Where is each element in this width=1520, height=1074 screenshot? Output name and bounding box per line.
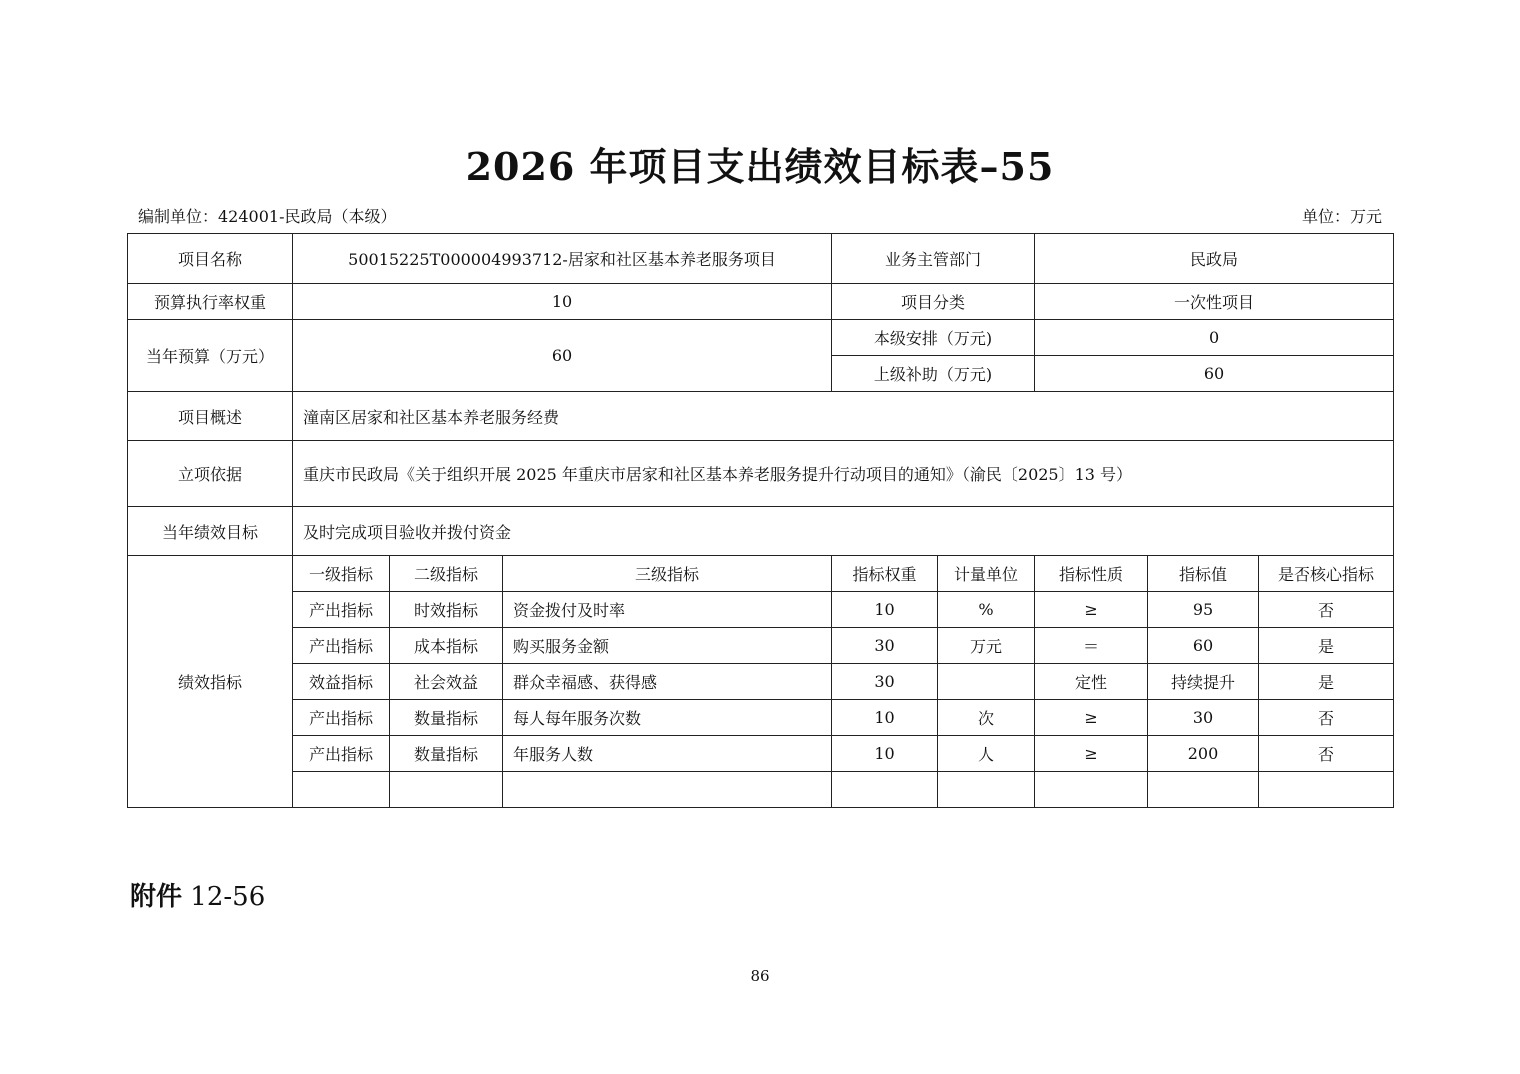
value-cell: 200 bbox=[1148, 736, 1259, 772]
compiler-unit: 编制单位：424001-民政局（本级） bbox=[138, 207, 397, 226]
header-unit: 计量单位 bbox=[938, 556, 1035, 592]
value-cell: 持续提升 bbox=[1148, 664, 1259, 700]
nature-cell: ≥ bbox=[1035, 592, 1148, 628]
weight-value: 10 bbox=[293, 284, 832, 320]
table-row bbox=[128, 592, 1394, 628]
value-cell: 30 bbox=[1148, 700, 1259, 736]
weight-cell: 10 bbox=[832, 736, 938, 772]
core-cell: 是 bbox=[1259, 628, 1394, 664]
overview-label: 项目概述 bbox=[128, 392, 293, 441]
header-level1: 一级指标 bbox=[293, 556, 390, 592]
header-level3: 三级指标 bbox=[503, 556, 832, 592]
level2-cell: 社会效益 bbox=[390, 664, 503, 700]
weight-cell: 30 bbox=[832, 628, 938, 664]
unit-cell bbox=[938, 664, 1035, 700]
table-row-empty bbox=[128, 772, 1394, 808]
category-value: 一次性项目 bbox=[1035, 284, 1394, 320]
level2-cell: 数量指标 bbox=[390, 700, 503, 736]
core-cell bbox=[1259, 772, 1394, 808]
nature-cell: 定性 bbox=[1035, 664, 1148, 700]
weight-cell: 10 bbox=[832, 700, 938, 736]
level2-cell: 成本指标 bbox=[390, 628, 503, 664]
overview-value: 潼南区居家和社区基本养老服务经费 bbox=[293, 392, 1394, 441]
nature-cell: ＝ bbox=[1035, 628, 1148, 664]
goal-value: 及时完成项目验收并拨付资金 bbox=[293, 507, 1394, 556]
unit-cell bbox=[938, 772, 1035, 808]
local-budget-value: 0 bbox=[1035, 320, 1394, 356]
level1-cell: 产出指标 bbox=[293, 592, 390, 628]
header-core: 是否核心指标 bbox=[1259, 556, 1394, 592]
basis-label: 立项依据 bbox=[128, 441, 293, 507]
level3-cell: 群众幸福感、获得感 bbox=[503, 664, 832, 700]
dept-value: 民政局 bbox=[1035, 234, 1394, 284]
header-nature: 指标性质 bbox=[1035, 556, 1148, 592]
indicators-section-label: 绩效指标 bbox=[128, 556, 293, 808]
level1-cell: 产出指标 bbox=[293, 736, 390, 772]
unit-cell: 万元 bbox=[938, 628, 1035, 664]
level3-cell: 年服务人数 bbox=[503, 736, 832, 772]
page-number: 86 bbox=[750, 967, 770, 985]
level1-cell: 效益指标 bbox=[293, 664, 390, 700]
level3-cell: 购买服务金额 bbox=[503, 628, 832, 664]
unit-label: 单位：万元 bbox=[1301, 207, 1382, 226]
project-name-value: 50015225T000004993712-居家和社区基本养老服务项目 bbox=[293, 234, 832, 284]
level2-cell: 时效指标 bbox=[390, 592, 503, 628]
page-title: 2026 年项目支出绩效目标表–55 bbox=[465, 144, 1055, 189]
nature-cell: ≥ bbox=[1035, 736, 1148, 772]
level3-cell: 每人每年服务次数 bbox=[503, 700, 832, 736]
value-cell: 60 bbox=[1148, 628, 1259, 664]
level1-cell: 产出指标 bbox=[293, 700, 390, 736]
indicator-header-row bbox=[128, 556, 1394, 592]
level1-cell: 产出指标 bbox=[293, 628, 390, 664]
goal-label: 当年绩效目标 bbox=[128, 507, 293, 556]
category-label: 项目分类 bbox=[832, 284, 1035, 320]
table-row bbox=[128, 664, 1394, 700]
core-cell: 是 bbox=[1259, 664, 1394, 700]
basis-value: 重庆市民政局《关于组织开展 2025 年重庆市居家和社区基本养老服务提升行动项目的通知》（渝民〔2025〕13 号） bbox=[293, 441, 1394, 507]
header-weight: 指标权重 bbox=[832, 556, 938, 592]
core-cell: 否 bbox=[1259, 736, 1394, 772]
unit-cell: % bbox=[938, 592, 1035, 628]
value-cell: 95 bbox=[1148, 592, 1259, 628]
weight-label: 预算执行率权重 bbox=[128, 284, 293, 320]
level3-cell: 资金拨付及时率 bbox=[503, 592, 832, 628]
project-name-label: 项目名称 bbox=[128, 234, 293, 284]
level1-cell bbox=[293, 772, 390, 808]
unit-cell: 次 bbox=[938, 700, 1035, 736]
dept-label: 业务主管部门 bbox=[832, 234, 1035, 284]
core-cell: 否 bbox=[1259, 700, 1394, 736]
table-row bbox=[128, 700, 1394, 736]
level2-cell: 数量指标 bbox=[390, 736, 503, 772]
weight-cell: 10 bbox=[832, 592, 938, 628]
subsidy-value: 60 bbox=[1035, 356, 1394, 392]
header-level2: 二级指标 bbox=[390, 556, 503, 592]
table-row bbox=[128, 628, 1394, 664]
header-value: 指标值 bbox=[1148, 556, 1259, 592]
core-cell: 否 bbox=[1259, 592, 1394, 628]
performance-table bbox=[127, 233, 1394, 808]
budget-value: 60 bbox=[293, 320, 832, 392]
nature-cell bbox=[1035, 772, 1148, 808]
local-budget-label: 本级安排（万元) bbox=[832, 320, 1035, 356]
unit-cell: 人 bbox=[938, 736, 1035, 772]
attachment-word: 附件 bbox=[130, 882, 183, 912]
weight-cell: 30 bbox=[832, 664, 938, 700]
subsidy-label: 上级补助（万元) bbox=[832, 356, 1035, 392]
budget-label: 当年预算（万元） bbox=[128, 320, 293, 392]
nature-cell: ≥ bbox=[1035, 700, 1148, 736]
level2-cell bbox=[390, 772, 503, 808]
value-cell bbox=[1148, 772, 1259, 808]
level3-cell bbox=[503, 772, 832, 808]
weight-cell bbox=[832, 772, 938, 808]
attachment-number: 12-56 bbox=[190, 882, 266, 912]
attachment-label bbox=[130, 876, 265, 913]
table-row bbox=[128, 736, 1394, 772]
